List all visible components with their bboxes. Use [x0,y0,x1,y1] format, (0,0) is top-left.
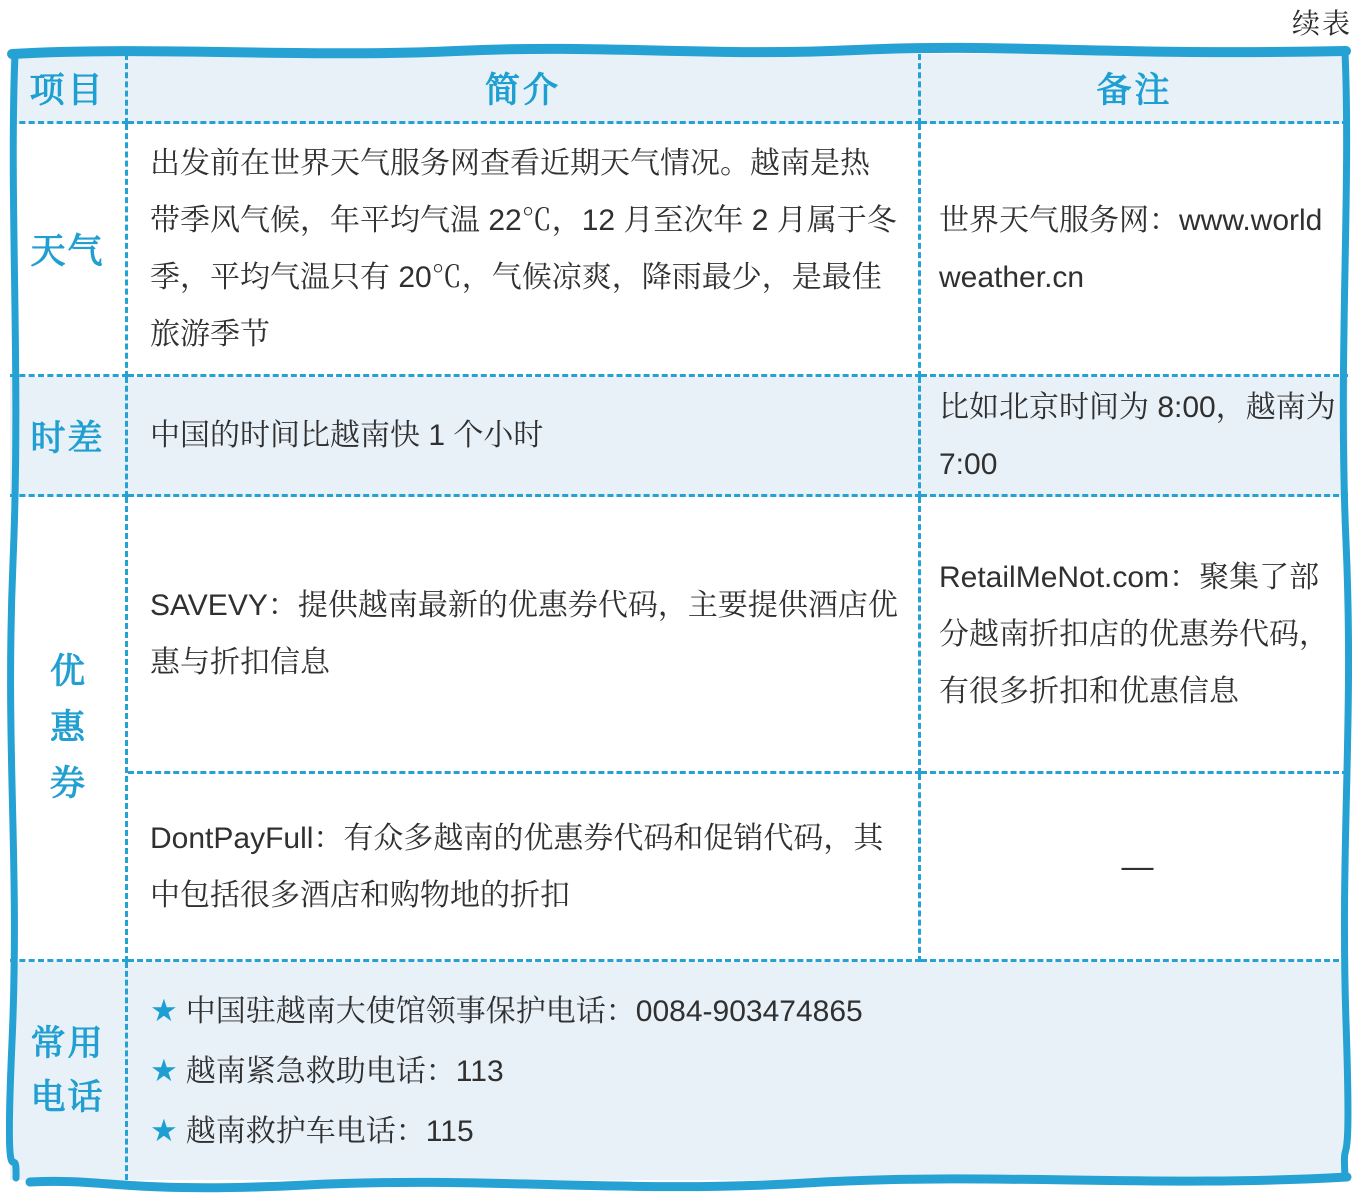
header-note [921,54,1348,124]
header-intro-label: 简介 [484,70,561,110]
header-note-label: 备注 [1096,70,1173,110]
row-coupons-dontpayfull-note: — [1121,848,1154,884]
row-coupons-dontpayfull-intro: DontPayFull：有众多越南的优惠券代码和促销代码，其中包括很多酒店和购物地的折扣 [150,821,884,912]
row-timezone-label: 时差 [30,418,105,458]
row-coupons-label-cell [10,497,128,962]
phone-line [150,1101,863,1161]
header-item [10,54,128,124]
row-weather-note-cell [921,124,1348,377]
star-icon: ★ [150,1113,178,1148]
row-coupons-dontpayfull-note-cell [921,774,1348,962]
row-weather-label-cell [10,124,128,377]
row-weather-intro-cell [128,124,921,377]
star-icon: ★ [150,1053,178,1088]
phone-item-emergency: 越南紧急救助电话：113 [185,1055,504,1088]
star-icon: ★ [150,993,178,1028]
row-timezone-note-cell [921,377,1348,497]
row-timezone-note: 比如北京时间为 8:00，越南为 7:00 [939,390,1336,481]
phone-item-ambulance: 越南救护车电话：115 [185,1115,474,1148]
row-weather-intro: 出发前在世界天气服务网查看近期天气情况。越南是热带季风气候，年平均气温 22℃，12 月至次年 2 月属于冬季，平均气温只有 20℃，气候凉爽，降雨最少，是最佳旅游季节 [150,147,897,351]
header-item-label: 项目 [29,70,106,110]
row-coupons-savevy-intro: SAVEVY：提供越南最新的优惠券代码，主要提供酒店优惠与折扣信息 [150,589,898,679]
row-coupons-dontpayfull-intro-cell [128,774,921,962]
row-coupons-label: 优惠券 [49,652,85,803]
row-timezone-intro-cell [128,377,921,497]
phone-line [150,1041,863,1101]
row-weather-label: 天气 [30,232,105,271]
row-weather-note: 世界天气服务网：www.worldweather.cn [939,204,1323,294]
row-coupons-savevy-note: RetailMeNot.com：聚集了部分越南折扣店的优惠券代码，有很多折扣和优惠信息 [939,560,1329,708]
phone-line [150,981,863,1041]
phone-item-embassy: 中国驻越南大使馆领事保护电话：0084-903474865 [185,995,863,1028]
phone-list [150,981,863,1161]
table-grid [10,54,1348,1180]
row-phones-label: 常用电话 [30,1024,105,1117]
travel-info-table [6,42,1352,1194]
row-coupons-savevy-note-cell [921,497,1348,774]
row-timezone-label-cell [10,377,128,497]
continued-table-label: 续表 [1291,8,1352,39]
row-coupons-savevy-intro-cell [128,497,921,774]
header-intro [128,54,921,124]
row-phones-label-cell [10,962,128,1180]
row-timezone-intro: 中国的时间比越南快 1 个小时 [150,419,544,452]
row-phones-content-cell [128,962,1348,1180]
